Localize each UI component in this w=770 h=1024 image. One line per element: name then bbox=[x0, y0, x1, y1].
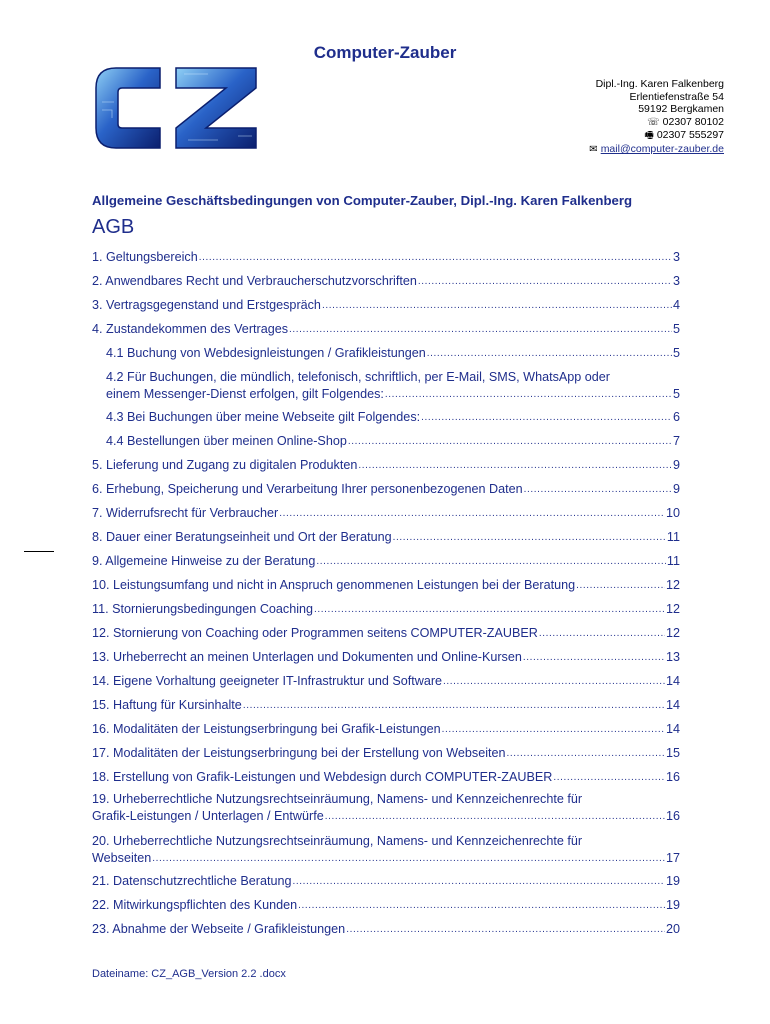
toc-entry-text: 2. Anwendbares Recht und Verbraucherschutzvorschriften bbox=[92, 274, 417, 288]
toc-page-number: 12 bbox=[665, 602, 680, 616]
phone-icon: ☏ bbox=[647, 116, 660, 128]
toc-page-number: 3 bbox=[672, 274, 680, 288]
toc-entry[interactable] bbox=[92, 674, 680, 689]
toc-leader-dots bbox=[442, 722, 665, 737]
toc-entry-text: 22. Mitwirkungspflichten des Kunden bbox=[92, 898, 298, 912]
contact-street: Erlentiefenstraße 54 bbox=[629, 90, 724, 103]
toc-entry-text: 5. Lieferung und Zugang zu digitalen Produkten bbox=[92, 458, 358, 472]
toc-entry-text: 18. Erstellung von Grafik-Leistungen und Webdesign durch COMPUTER-ZAUBER bbox=[92, 770, 553, 784]
toc-leader-dots bbox=[152, 851, 665, 866]
toc-leader-dots bbox=[346, 922, 665, 937]
toc-page-number: 11 bbox=[666, 554, 680, 568]
toc-page-number: 19 bbox=[665, 898, 680, 912]
toc-leader-dots bbox=[279, 506, 665, 521]
toc-page-number: 15 bbox=[665, 746, 680, 760]
document-heading: AGB bbox=[92, 216, 135, 238]
toc-entry-text-line1: 20. Urheberrechtliche Nutzungsrechtseinräumung, Namens- und Kennzeichenrechte für bbox=[92, 834, 583, 848]
toc-page-number: 17 bbox=[665, 851, 680, 865]
cz-logo bbox=[88, 62, 264, 154]
toc-leader-dots bbox=[314, 602, 665, 617]
toc-entry-text: 9. Allgemeine Hinweise zu der Beratung bbox=[92, 554, 316, 568]
toc-entry-text: 8. Dauer einer Beratungseinheit und Ort der Beratung bbox=[92, 530, 392, 544]
toc-entry[interactable] bbox=[92, 722, 680, 737]
toc-entry[interactable] bbox=[92, 698, 680, 713]
toc-leader-dots bbox=[553, 770, 665, 785]
toc-entry[interactable] bbox=[92, 922, 680, 937]
toc-entry[interactable] bbox=[92, 650, 680, 665]
toc-entry-text: 17. Modalitäten der Leistungserbringung bei der Erstellung von Webseiten bbox=[92, 746, 506, 760]
toc-entry-text-line2: einem Messenger-Dienst erfolgen, gilt Folgendes: bbox=[106, 387, 384, 401]
toc-entry-text: 16. Modalitäten der Leistungserbringung bei Grafik-Leistungen bbox=[92, 722, 441, 736]
toc-entry-text: 13. Urheberrecht an meinen Unterlagen und Dokumenten und Online-Kursen bbox=[92, 650, 522, 664]
toc-leader-dots bbox=[443, 674, 665, 689]
toc-leader-dots bbox=[523, 650, 665, 665]
toc-page-number: 3 bbox=[672, 250, 680, 264]
toc-entry-text: 4. Zustandekommen des Vertrages bbox=[92, 322, 289, 336]
toc-leader-dots bbox=[418, 274, 672, 289]
toc-entry[interactable] bbox=[92, 274, 680, 289]
toc-entry[interactable] bbox=[92, 746, 680, 761]
toc-entry[interactable] bbox=[92, 578, 680, 593]
toc-entry[interactable] bbox=[92, 482, 680, 497]
toc-leader-dots bbox=[316, 554, 666, 569]
toc-entry-text-line2: Grafik-Leistungen / Unterlagen / Entwürfe bbox=[92, 809, 324, 823]
toc-leader-dots bbox=[576, 578, 665, 593]
toc-entry-text: 14. Eigene Vorhaltung geeigneter IT-Infrastruktur und Software bbox=[92, 674, 443, 688]
toc-entry-text-line1: 4.2 Für Buchungen, die mündlich, telefonisch, schriftlich, per E-Mail, SMS, WhatsApp oder bbox=[106, 370, 610, 384]
toc-leader-dots bbox=[524, 482, 672, 497]
toc-leader-dots bbox=[243, 698, 665, 713]
toc-entry[interactable] bbox=[106, 370, 680, 402]
contact-block bbox=[589, 78, 724, 157]
toc-page-number: 14 bbox=[665, 674, 680, 688]
toc-page-number: 5 bbox=[672, 346, 680, 360]
toc-entry[interactable] bbox=[92, 458, 680, 473]
toc-page-number: 19 bbox=[665, 874, 680, 888]
email-link[interactable]: mail@computer-zauber.de bbox=[600, 142, 724, 155]
margin-line bbox=[24, 551, 54, 552]
toc-entry[interactable] bbox=[92, 298, 680, 313]
toc-leader-dots bbox=[385, 387, 672, 402]
toc-entry-text: 4.3 Bei Buchungen über meine Webseite gilt Folgendes: bbox=[106, 410, 421, 424]
toc-entry[interactable] bbox=[92, 250, 680, 265]
toc-entry[interactable] bbox=[92, 626, 680, 641]
toc-page-number: 10 bbox=[665, 506, 680, 520]
contact-city: 59192 Bergkamen bbox=[638, 103, 724, 116]
toc-page-number: 14 bbox=[665, 698, 680, 712]
toc-entry[interactable] bbox=[92, 834, 680, 866]
page-title: Computer-Zauber bbox=[313, 43, 457, 62]
toc-entry[interactable] bbox=[106, 346, 680, 361]
toc-entry-text-line2: Webseiten bbox=[92, 851, 152, 865]
toc-entry-text-line1: 19. Urheberrechtliche Nutzungsrechtseinräumung, Namens- und Kennzeichenrechte für bbox=[92, 792, 583, 806]
toc-leader-dots bbox=[507, 746, 665, 761]
toc-entry[interactable] bbox=[92, 602, 680, 617]
toc-entry[interactable] bbox=[92, 770, 680, 785]
toc-page-number: 11 bbox=[666, 530, 680, 544]
toc-page-number: 20 bbox=[665, 922, 680, 936]
toc-page-number: 5 bbox=[672, 322, 680, 336]
toc-entry[interactable] bbox=[92, 554, 680, 569]
contact-name: Dipl.-Ing. Karen Falkenberg bbox=[595, 78, 724, 90]
toc-leader-dots bbox=[358, 458, 672, 473]
toc-page-number: 9 bbox=[672, 482, 680, 496]
toc-leader-dots bbox=[421, 410, 672, 425]
toc-page-number: 12 bbox=[665, 626, 680, 640]
toc-leader-dots bbox=[393, 530, 666, 545]
toc-page-number: 16 bbox=[665, 770, 680, 784]
footer-filename: Dateiname: CZ_AGB_Version 2.2 .docx bbox=[92, 968, 286, 980]
toc-page-number: 14 bbox=[665, 722, 680, 736]
toc-entry[interactable] bbox=[92, 874, 680, 889]
toc-leader-dots bbox=[322, 298, 672, 313]
fax-icon: 🖷 bbox=[644, 130, 654, 142]
toc-entry[interactable] bbox=[92, 506, 680, 521]
toc-entry-text: 3. Vertragsgegenstand und Erstgespräch bbox=[92, 298, 321, 312]
toc-entry[interactable] bbox=[106, 410, 680, 425]
toc-leader-dots bbox=[289, 322, 672, 337]
toc-leader-dots bbox=[539, 626, 665, 641]
toc-page-number: 7 bbox=[672, 434, 680, 448]
contact-phone-line bbox=[589, 116, 724, 130]
toc-entry-text: 6. Erhebung, Speicherung und Verarbeitung Ihrer personenbezogenen Daten bbox=[92, 482, 523, 496]
toc-page-number: 6 bbox=[672, 410, 680, 424]
toc-entry-text: 10. Leistungsumfang und nicht in Anspruch genommenen Leistungen bei der Beratung bbox=[92, 578, 576, 592]
mail-icon: ✉ bbox=[589, 143, 598, 155]
document-subtitle: Allgemeine Geschäftsbedingungen von Computer-Zauber, Dipl.-Ing. Karen Falkenberg bbox=[92, 193, 633, 208]
toc-page-number: 12 bbox=[665, 578, 680, 592]
toc-page-number: 5 bbox=[672, 387, 680, 401]
toc-leader-dots bbox=[199, 250, 672, 265]
toc-entry-text: 23. Abnahme der Webseite / Grafikleistungen bbox=[92, 922, 346, 936]
toc-entry-text: 7. Widerrufsrecht für Verbraucher bbox=[92, 506, 279, 520]
toc-entry-text: 12. Stornierung von Coaching oder Programmen seitens COMPUTER-ZAUBER bbox=[92, 626, 538, 640]
toc-leader-dots bbox=[293, 874, 665, 889]
toc-leader-dots bbox=[298, 898, 665, 913]
toc-entry[interactable] bbox=[106, 434, 680, 449]
toc-leader-dots bbox=[348, 434, 672, 449]
toc-entry-text: 1. Geltungsbereich bbox=[92, 250, 198, 264]
toc-leader-dots bbox=[427, 346, 672, 361]
toc-page-number: 9 bbox=[672, 458, 680, 472]
toc-entry-text: 4.1 Buchung von Webdesignleistungen / Grafikleistungen bbox=[106, 346, 426, 360]
toc-entry[interactable] bbox=[92, 530, 680, 545]
toc-entry[interactable] bbox=[92, 898, 680, 913]
toc-entry[interactable] bbox=[92, 322, 680, 337]
toc-page-number: 16 bbox=[665, 809, 680, 823]
toc-entry[interactable] bbox=[92, 792, 680, 824]
toc-leader-dots bbox=[325, 809, 665, 824]
contact-phone: 02307 80102 bbox=[662, 115, 724, 128]
toc-entry-text: 4.4 Bestellungen über meinen Online-Shop bbox=[106, 434, 347, 448]
toc-page-number: 4 bbox=[672, 298, 680, 312]
toc-entry-text: 15. Haftung für Kursinhalte bbox=[92, 698, 242, 712]
contact-fax-line bbox=[589, 129, 724, 143]
toc-page-number: 13 bbox=[665, 650, 680, 664]
toc-entry-text: 11. Stornierungsbedingungen Coaching bbox=[92, 602, 314, 616]
contact-email-line bbox=[589, 143, 724, 157]
contact-fax: 02307 555297 bbox=[656, 129, 724, 142]
toc-entry-text: 21. Datenschutzrechtliche Beratung bbox=[92, 874, 292, 888]
